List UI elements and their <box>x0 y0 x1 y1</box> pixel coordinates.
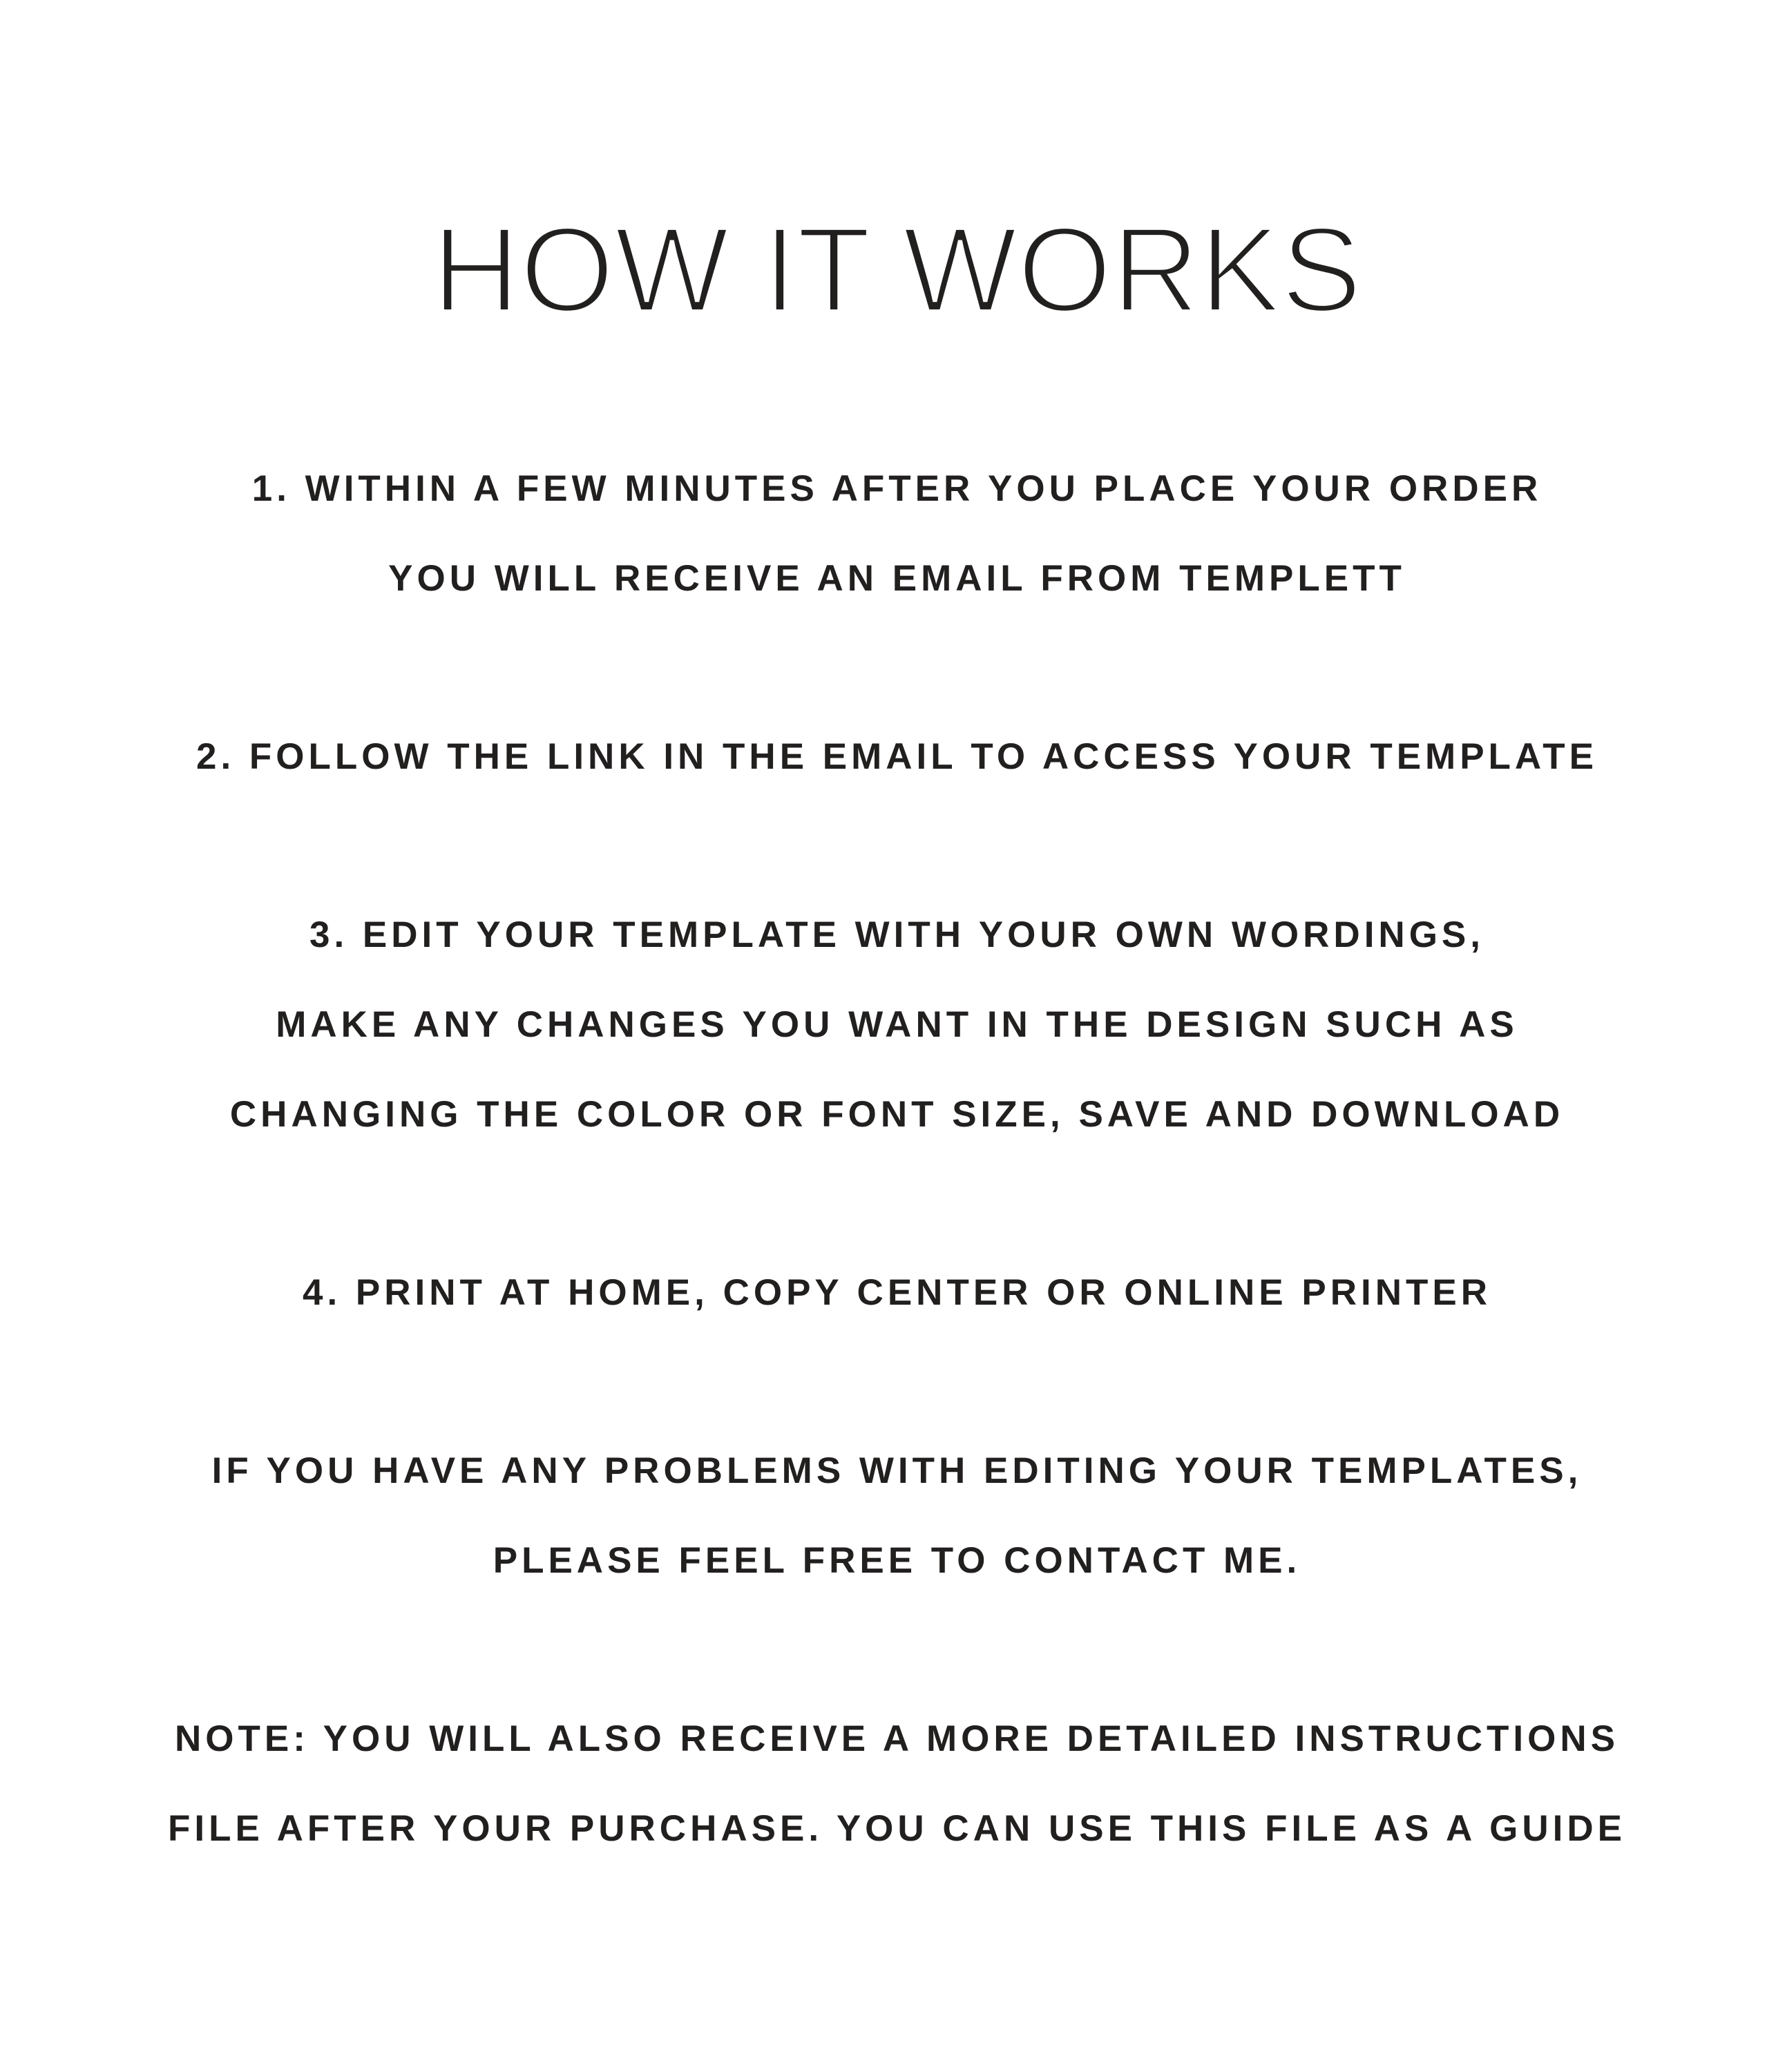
step-3 <box>18 890 1776 1160</box>
step-1-line-1: 1. WITHIN A FEW MINUTES AFTER YOU PLACE YOUR ORDER <box>251 468 1543 509</box>
detailed-instructions-note-line-2: FILE AFTER YOUR PURCHASE. YOU CAN USE THIS FILE AS A GUIDE <box>168 1808 1626 1849</box>
contact-note <box>18 1426 1776 1606</box>
step-2-line-1: 2. FOLLOW THE LINK IN THE EMAIL TO ACCESS YOUR TEMPLATE <box>195 736 1598 777</box>
step-1-line-2: YOU WILL RECEIVE AN EMAIL FROM TEMPLETT <box>388 558 1406 599</box>
instructions-list <box>18 444 1776 1874</box>
step-4 <box>18 1248 1776 1338</box>
step-3-line-3: CHANGING THE COLOR OR FONT SIZE, SAVE AND DOWNLOAD <box>229 1094 1565 1135</box>
page-title: HOW IT WORKS <box>432 202 1362 338</box>
contact-note-line-2: PLEASE FEEL FREE TO CONTACT ME. <box>493 1540 1301 1581</box>
detailed-instructions-note <box>18 1694 1776 1874</box>
step-1 <box>18 444 1776 624</box>
step-4-line-1: 4. PRINT AT HOME, COPY CENTER OR ONLINE PRINTER <box>303 1272 1491 1313</box>
step-2 <box>18 712 1776 802</box>
step-3-line-2: MAKE ANY CHANGES YOU WANT IN THE DESIGN SUCH AS <box>276 1004 1518 1045</box>
detailed-instructions-note-line-1: NOTE: YOU WILL ALSO RECEIVE A MORE DETAILED INSTRUCTIONS <box>175 1718 1619 1759</box>
contact-note-line-1: IF YOU HAVE ANY PROBLEMS WITH EDITING YOUR TEMPLATES, <box>211 1450 1583 1491</box>
step-3-line-1: 3. EDIT YOUR TEMPLATE WITH YOUR OWN WORDINGS, <box>309 914 1485 955</box>
